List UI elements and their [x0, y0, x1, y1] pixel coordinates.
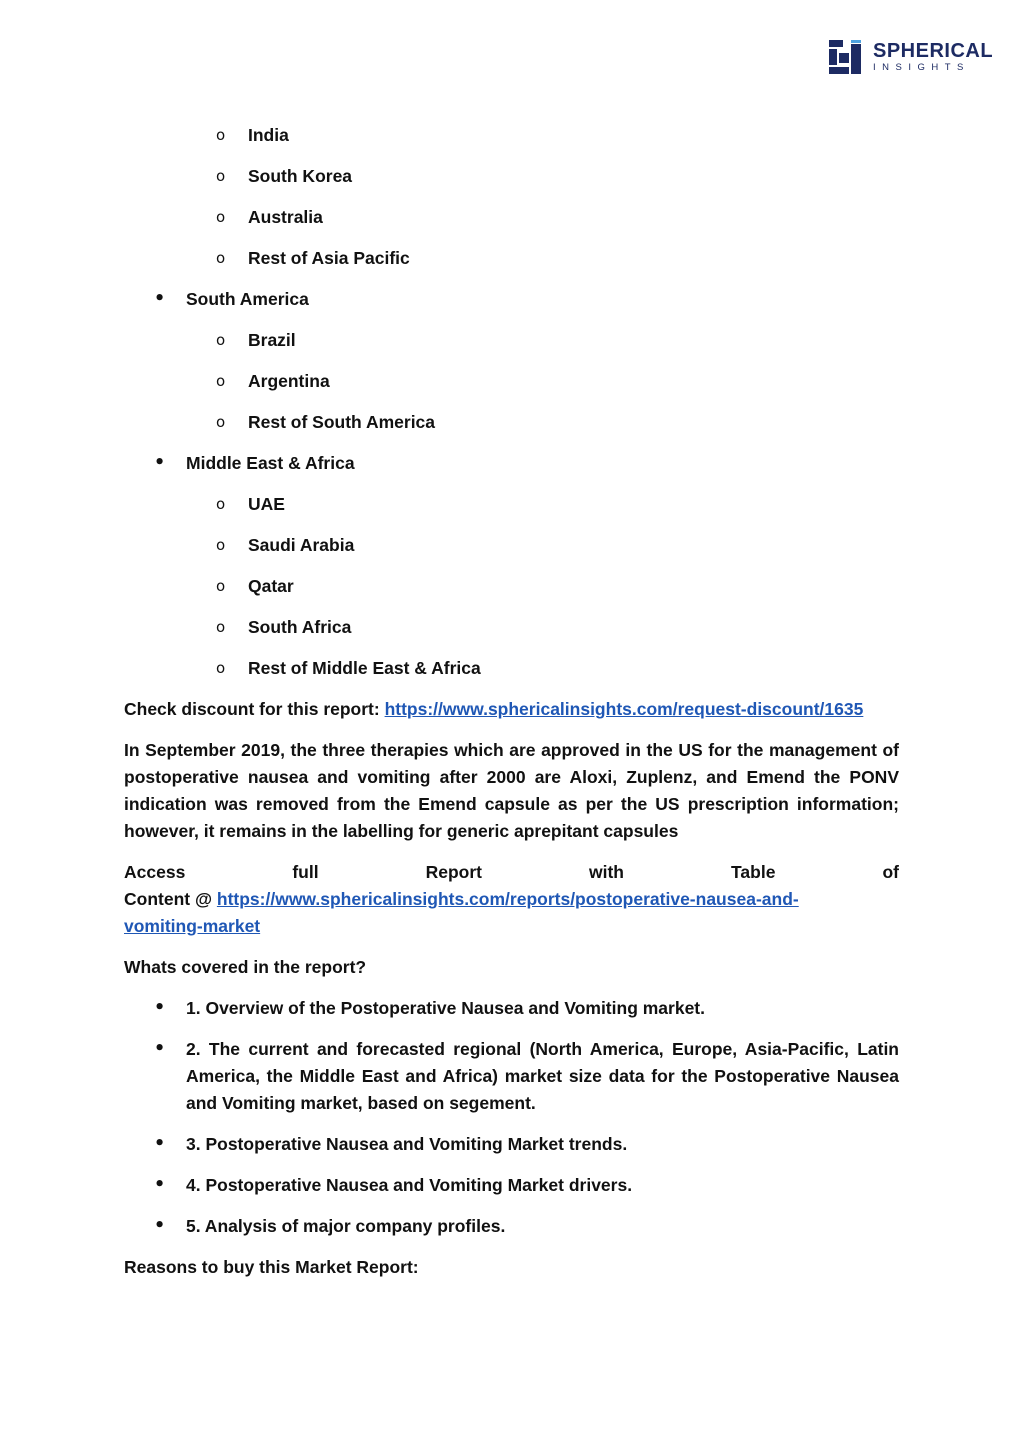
- access-word: Report: [425, 862, 482, 882]
- list-item: [124, 245, 899, 286]
- covered-heading: Whats covered in the report?: [124, 957, 367, 977]
- sub-bullet-icon: o: [216, 536, 226, 554]
- sub-bullet-icon: o: [216, 495, 226, 513]
- document-body: [124, 122, 899, 1295]
- access-link-line-2: [124, 913, 899, 940]
- region-heading: [124, 286, 899, 327]
- covered-list: [124, 995, 899, 1240]
- discount-label: Check discount for this report:: [124, 699, 385, 719]
- bullet-icon: •: [154, 1175, 166, 1195]
- region-heading: [124, 450, 899, 491]
- reasons-heading: Reasons to buy this Market Report:: [124, 1257, 419, 1277]
- list-item: [124, 573, 899, 614]
- region-list-south-america: [124, 286, 899, 450]
- access-report-block: [124, 859, 899, 940]
- sub-bullet-icon: o: [216, 167, 226, 185]
- bullet-icon: •: [154, 453, 166, 473]
- country-label: South Africa: [248, 617, 352, 637]
- list-item: [124, 327, 899, 368]
- access-word: with: [589, 862, 624, 882]
- sub-bullet-icon: o: [216, 618, 226, 636]
- country-label: India: [248, 125, 289, 145]
- sub-bullet-icon: o: [216, 659, 226, 677]
- list-item: [124, 122, 899, 163]
- covered-item-text: 1. Overview of the Postoperative Nausea and Vomiting market.: [186, 998, 706, 1018]
- bullet-icon: •: [154, 1216, 166, 1236]
- bullet-icon: •: [154, 1134, 166, 1154]
- region-list-middle-east-africa: [124, 450, 899, 696]
- sub-bullet-icon: o: [216, 372, 226, 390]
- bullet-icon: •: [154, 998, 166, 1018]
- sub-bullet-icon: o: [216, 577, 226, 595]
- country-label: Saudi Arabia: [248, 535, 355, 555]
- report-link-part1[interactable]: https://www.sphericalinsights.com/reports/postoperative-nausea-and-: [216, 889, 799, 909]
- region-label: South America: [186, 289, 309, 309]
- list-item: [124, 532, 899, 573]
- region-label: Middle East & Africa: [186, 453, 355, 473]
- covered-item-text: 3. Postoperative Nausea and Vomiting Market trends.: [186, 1134, 628, 1154]
- access-word: Table: [731, 862, 776, 882]
- access-word: full: [292, 862, 319, 882]
- access-link-line: [124, 886, 899, 913]
- list-item: [124, 368, 899, 409]
- list-item: [124, 995, 899, 1022]
- covered-item-text: 2. The current and forecasted regional (North America, Europe, Asia-Pacific, Latin America, the Middle East and Africa) market size data for the Postoperative Nausea and Vomiting market, based on segement.: [186, 1039, 899, 1113]
- sub-bullet-icon: o: [216, 331, 226, 349]
- list-item: [124, 409, 899, 450]
- country-label: UAE: [248, 494, 285, 514]
- covered-item-text: 5. Analysis of major company profiles.: [186, 1216, 506, 1236]
- country-label: Rest of South America: [248, 412, 436, 432]
- list-item: [124, 614, 899, 655]
- access-word: of: [882, 862, 899, 882]
- country-label: Australia: [248, 207, 323, 227]
- list-item: [124, 1172, 899, 1199]
- access-prefix: Content @: [124, 889, 217, 909]
- discount-line: [124, 696, 899, 723]
- brand-word-secondary: INSIGHTS: [873, 62, 970, 74]
- covered-item-text: 4. Postoperative Nausea and Vomiting Market drivers.: [186, 1175, 633, 1195]
- bullet-icon: •: [154, 289, 166, 309]
- list-item: [124, 1036, 899, 1117]
- region-list-asia-pacific: [124, 122, 899, 286]
- spherical-insights-logo-icon: [829, 40, 865, 74]
- report-link-part2[interactable]: vomiting-market: [124, 916, 261, 936]
- list-item: [124, 1213, 899, 1240]
- country-label: Argentina: [248, 371, 330, 391]
- brand-word-primary: SPHERICAL: [873, 40, 994, 63]
- sub-bullet-icon: o: [216, 249, 226, 267]
- brand-logo: [829, 40, 993, 74]
- sub-bullet-icon: o: [216, 208, 226, 226]
- country-label: South Korea: [248, 166, 353, 186]
- sub-bullet-icon: o: [216, 413, 226, 431]
- country-label: Brazil: [248, 330, 296, 350]
- list-item: [124, 1131, 899, 1158]
- list-item: [124, 204, 899, 245]
- country-label: Rest of Middle East & Africa: [248, 658, 481, 678]
- access-word: Access: [124, 862, 186, 882]
- list-item: [124, 655, 899, 696]
- access-line: [124, 859, 899, 886]
- sub-bullet-icon: o: [216, 126, 226, 144]
- therapies-paragraph: In September 2019, the three therapies which are approved in the US for the management of postoperative nausea and vomiting after 2000 are Aloxi, Zuplenz, and Emend the PONV indication was removed from the Emend capsule as per the US prescription information; however, it remains in the labelling for generic aprepitant capsules: [124, 740, 899, 841]
- bullet-icon: •: [154, 1039, 166, 1059]
- list-item: [124, 163, 899, 204]
- country-label: Qatar: [248, 576, 294, 596]
- country-label: Rest of Asia Pacific: [248, 248, 410, 268]
- discount-link[interactable]: https://www.sphericalinsights.com/request-discount/1635: [384, 699, 864, 719]
- list-item: [124, 491, 899, 532]
